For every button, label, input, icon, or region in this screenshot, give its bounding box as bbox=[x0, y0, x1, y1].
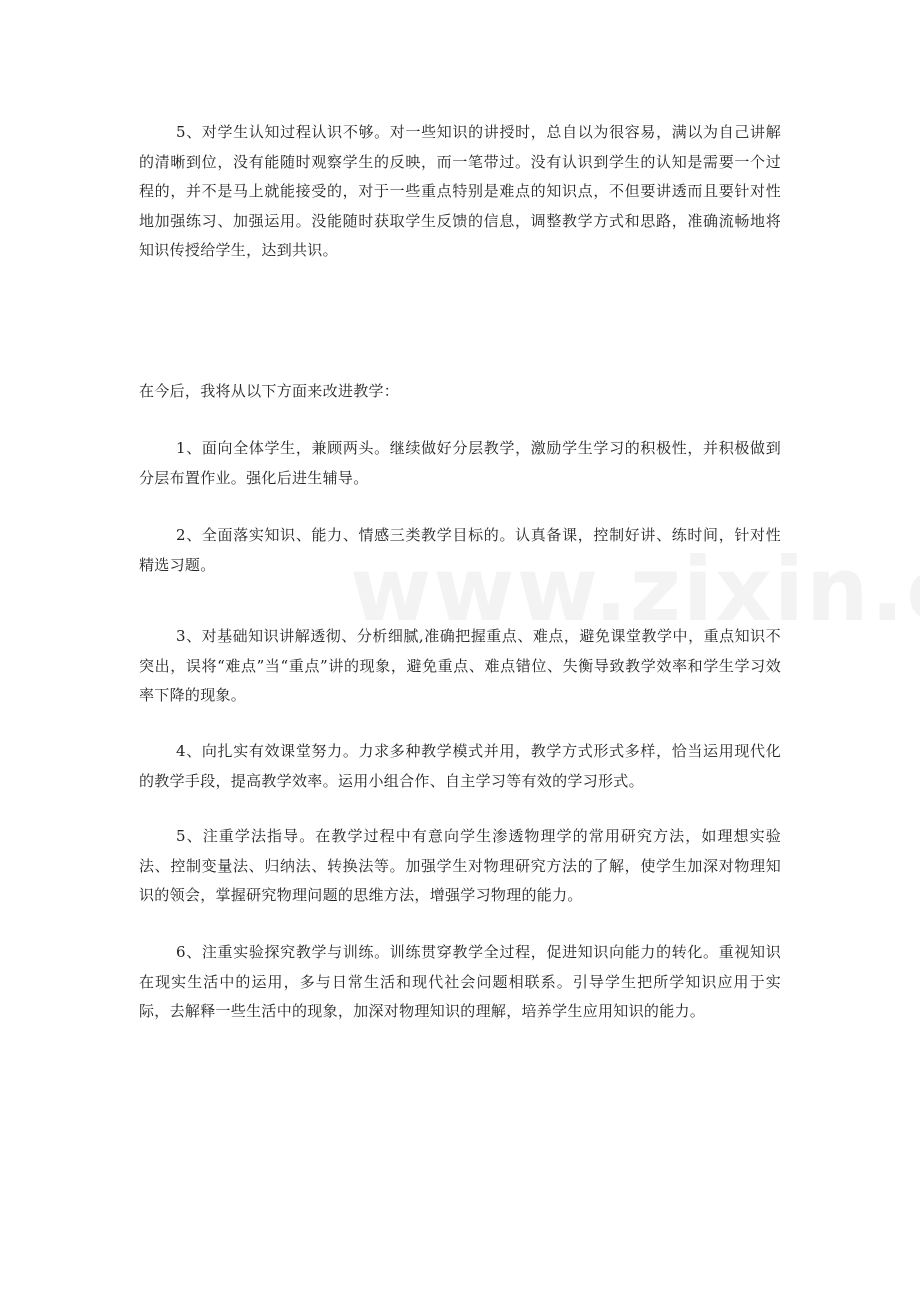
paragraph-item-2: 2、全面落实知识、能力、情感三类教学目标的。认真备课，控制好讲、练时间，针对性精选习题。 bbox=[139, 526, 781, 574]
paragraph-item-6: 6、注重实验探究教学与训练。训练贯穿教学全过程，促进知识向能力的转化。重视知识在现实生活中的运用，多与日常生活和现代社会问题相联系。引导学生把所学知识应用于实际，去解释一些生活中的现象，加深对物理知识的理解，培养学生应用知识的能力。 bbox=[139, 943, 781, 1020]
paragraph-previous-item-5: 5、对学生认知过程认识不够。对一些知识的讲授时，总自以为很容易，满以为自己讲解的清晰到位，没有能随时观察学生的反映，而一笔带过。没有认识到学生的认知是需要一个过程的，并不是马上就能接受的，对于一些重点特别是难点的知识点，不但要讲透而且要针对性地加强练习、加强运用。没能随时获取学生反馈的信息，调整教学方式和思路，准确流畅地将知识传授给学生，达到共识。 bbox=[139, 123, 781, 259]
paragraph-item-3: 3、对基础知识讲解透彻、分析细腻,准确把握重点、难点，避免课堂教学中，重点知识不突出，误将“难点”当“重点”讲的现象，避免重点、难点错位、失衡导致教学效率和学生学习效率下降的现象。 bbox=[139, 627, 781, 704]
paragraph-intro: 在今后，我将从以下方面来改进教学： bbox=[139, 382, 400, 400]
paragraph-item-1: 1、面向全体学生，兼顾两头。继续做好分层教学，激励学生学习的积极性，并积极做到分层布置作业。强化后进生辅导。 bbox=[139, 439, 781, 487]
paragraph-item-5: 5、注重学法指导。在教学过程中有意向学生渗透物理学的常用研究方法，如理想实验法、控制变量法、归纳法、转换法等。加强学生对物理研究方法的了解，使学生加深对物理知识的领会，掌握研究物理问题的思维方法，增强学习物理的能力。 bbox=[139, 827, 781, 904]
paragraph-item-4: 4、向扎实有效课堂努力。力求多种教学模式并用，教学方式形式多样，恰当运用现代化的教学手段，提高教学效率。运用小组合作、自主学习等有效的学习形式。 bbox=[139, 742, 781, 790]
